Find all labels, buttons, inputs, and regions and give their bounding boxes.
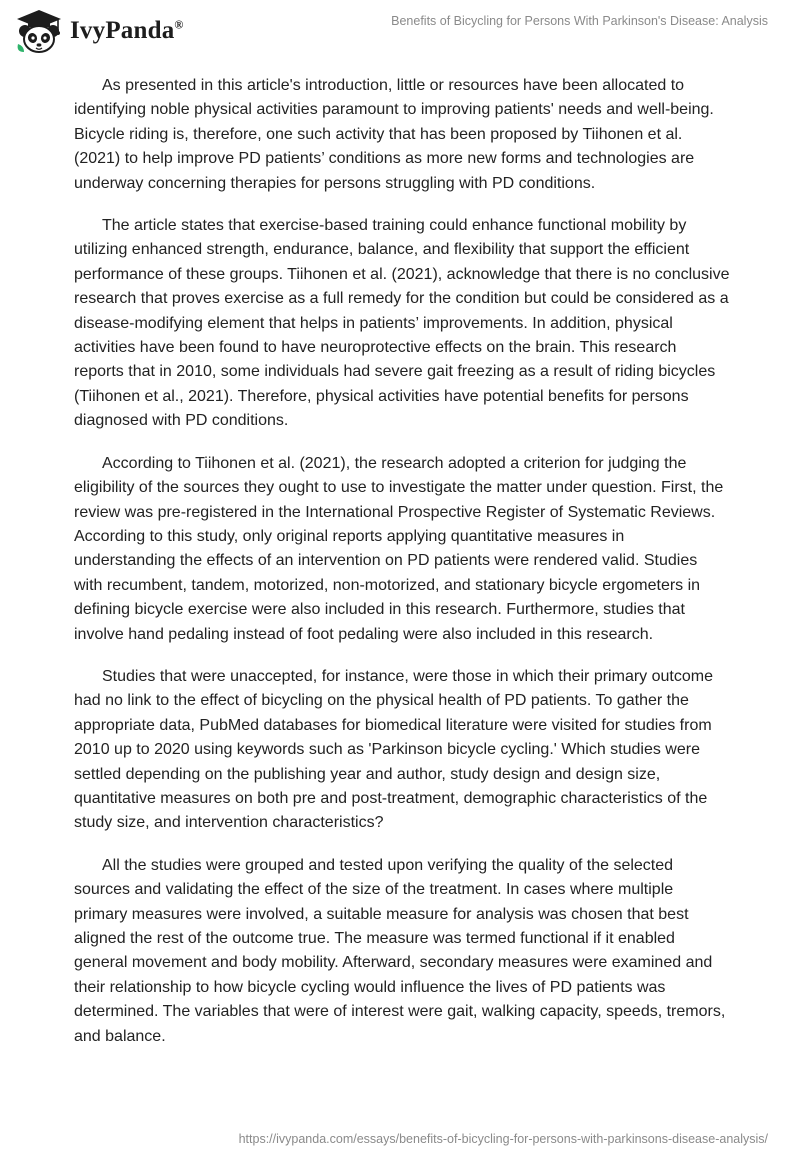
logo-wordmark: IvyPanda® (70, 17, 184, 44)
panda-graduate-icon (14, 8, 64, 54)
source-url[interactable]: https://ivypanda.com/essays/benefits-of-bicycling-for-persons-with-parkinsons-disease-analysis/ (238, 1132, 768, 1146)
document-title: Benefits of Bicycling for Persons With Parkinson's Disease: Analysis (391, 14, 768, 28)
paragraph-4: Studies that were unaccepted, for instance, were those in which their primary outcome had no link to the effect of bicycling on the physical health of PD patients. To gather the appropriate data, PubMed databases for biomedical literature were visited for studies from 2010 up to 2020 using keywords such as 'Parkinson bicycle cycling.' Which studies were settled depending on the publishing year and author, study design and design size, quantitative measures on both pre and post-treatment, demographic characteristics of the study size, and intervention characteristics? (74, 667, 713, 832)
page-header (0, 0, 800, 60)
essay-body (74, 74, 730, 1067)
paragraph-3: According to Tiihonen et al. (2021), the research adopted a criterion for judging the eligibility of the sources they ought to use to investigate the matter under question. First, the review was pre-registered in the International Prospective Register of Systematic Reviews. According to this study, only original reports applying quantitative measures in understanding the effects of an intervention on PD patients were rendered valid. Studies with recumbent, tandem, motorized, non-motorized, and stationary bicycle ergometers in defining bicycle exercise were also included in this research. Furthermore, studies that involve hand pedaling instead of foot pedaling were also included in this research. (74, 454, 724, 643)
paragraph-5: All the studies were grouped and tested upon verifying the quality of the selected sources and validating the effect of the size of the treatment. In cases where multiple primary measures were involved, a suitable measure for analysis was chosen that best aligned the rest of the outcome true. The measure was termed functional if it enabled general movement and body mobility. Afterward, secondary measures were examined and their relationship to how bicycle cycling would influence the lives of PD patients was determined. The variables that were of interest were gait, walking capacity, speeds, tremors, and balance. (74, 856, 726, 1045)
paragraph-1: As presented in this article's introduction, little or resources have been allocated to identifying noble physical activities paramount to improving patients' needs and well-being. Bicycle riding is, therefore, one such activity that has been proposed by Tiihonen et al. (2021) to help improve PD patients’ conditions as more new forms and technologies are underway concerning therapies for persons struggling with PD conditions. (74, 77, 714, 192)
registered-mark: ® (174, 17, 184, 32)
ivypanda-logo[interactable] (14, 8, 184, 54)
paragraph-2: The article states that exercise-based training could enhance functional mobility by utilizing enhanced strength, endurance, balance, and flexibility that support the efficient performance of these groups. Tiihonen et al. (2021), acknowledge that there is no conclusive research that proves exercise as a full remedy for the condition but could be considered as a disease-modifying element that helps in patients’ improvements. In addition, physical activities have been found to have neuroprotective effects on the brain. This research reports that in 2010, some individuals had severe gait freezing as a result of riding bicycles (Tiihonen et al., 2021). Therefore, physical activities have potential benefits for persons diagnosed with PD conditions. (74, 217, 730, 430)
